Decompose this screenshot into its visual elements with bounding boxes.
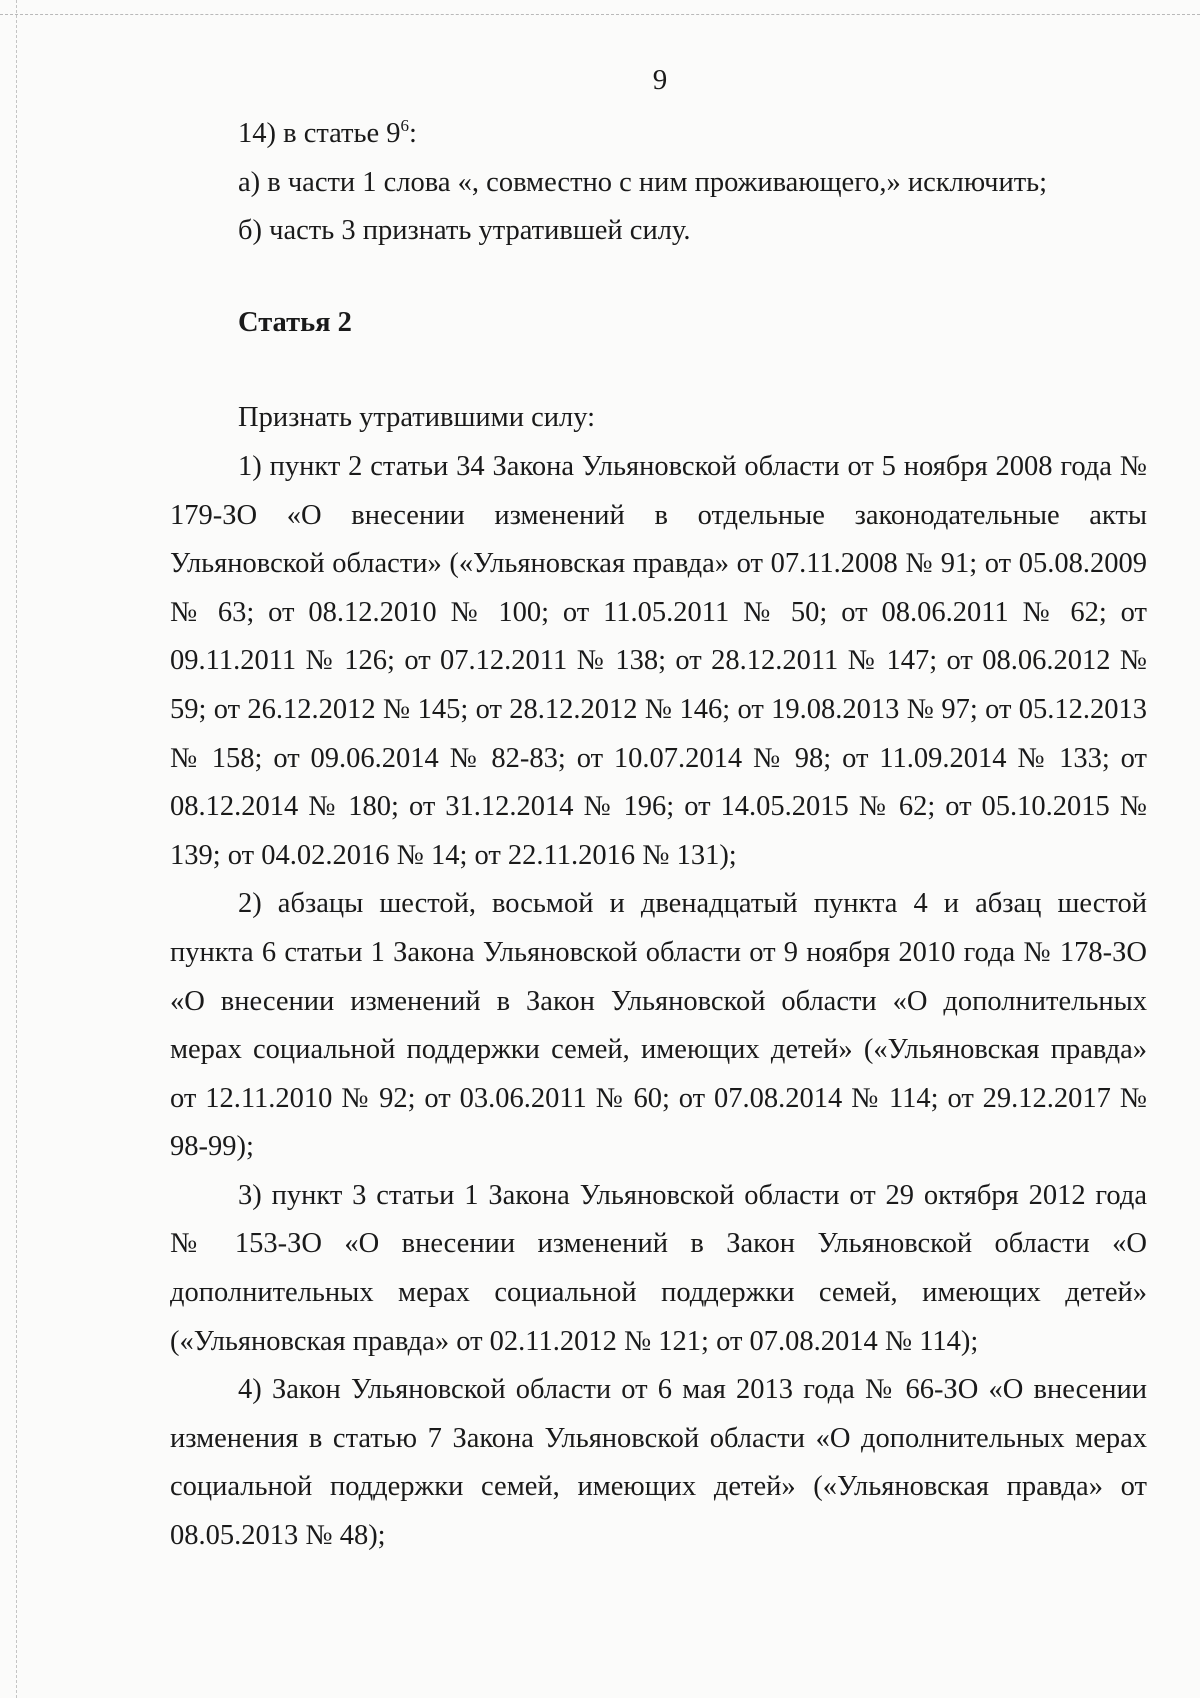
- spacer: [170, 256, 1147, 299]
- item-14-title-text: 14) в статье 9: [238, 118, 401, 149]
- item-14-title-superscript: 6: [400, 116, 410, 135]
- article-2-item-1: 1) пункт 2 статьи 34 Закона Ульяновской области от 5 ноября 2008 года № 179-ЗО «О внесении изменений в отдельные законодательные акты Ульяновской области» («Ульяновская правда» от 07.11.2008 № 91; от 05.08.2009 № 63; от 08.12.2010 № 100; от 11.05.2011 № 50; от 08.06.2011 № 62; от 09.11.2011 № 126; от 07.12.2011 № 138; от 28.12.2011 № 147; от 08.06.2012 № 59; от 26.12.2012 № 145; от 28.12.2012 № 146; от 19.08.2013 № 97; от 05.12.2013 № 158; от 09.06.2014 № 82-83; от 10.07.2014 № 98; от 11.09.2014 № 133; от 08.12.2014 № 180; от 31.12.2014 № 196; от 14.05.2015 № 62; от 05.10.2015 № 139; от 04.02.2016 № 14; от 22.11.2016 № 131);: [170, 450, 1147, 871]
- article-2-intro: Признать утратившими силу:: [238, 402, 595, 434]
- item-14-title-suffix: :: [409, 118, 417, 149]
- article-2-item-3: 3) пункт 3 статьи 1 Закона Ульяновской области от 29 октября 2012 года № 153-ЗО «О внесении изменений в Закон Ульяновской области «О дополнительных мерах социальной поддержки семей, имеющих детей» («Ульяновская правда» от 02.11.2012 № 121; от 07.08.2014 № 114);: [170, 1179, 1147, 1357]
- item-14-a: а) в части 1 слова «, совместно с ним проживающего,» исключить;: [238, 166, 1048, 198]
- article-2-heading: Статья 2: [238, 306, 352, 338]
- document-body: [170, 110, 1147, 1561]
- spacer: [170, 347, 1147, 394]
- article-2-item-2: 2) абзацы шестой, восьмой и двенадцатый пункта 4 и абзац шестой пункта 6 статьи 1 Закона Ульяновской области от 9 ноября 2010 года № 178-ЗО «О внесении изменений в Закон Ульяновской области «О дополнительных мерах социальной поддержки семей, имеющих детей» («Ульяновская правда» от 12.11.2010 № 92; от 03.06.2011 № 60; от 07.08.2014 № 114; от 29.12.2017 № 98-99);: [170, 888, 1147, 1163]
- scan-edge-left: [16, 0, 17, 1698]
- page-number: 9: [652, 64, 668, 96]
- item-14-title: [170, 110, 1147, 159]
- scan-edge-top: [0, 14, 1200, 15]
- article-2-item-4: 4) Закон Ульяновской области от 6 мая 2013 года № 66-ЗО «О внесении изменения в статью 7 Закона Ульяновской области «О дополнительных мерах социальной поддержки семей, имеющих детей» («Ульяновская правда» от 08.05.2013 № 48);: [170, 1374, 1147, 1552]
- item-14-b: б) часть 3 признать утратившей силу.: [238, 215, 691, 247]
